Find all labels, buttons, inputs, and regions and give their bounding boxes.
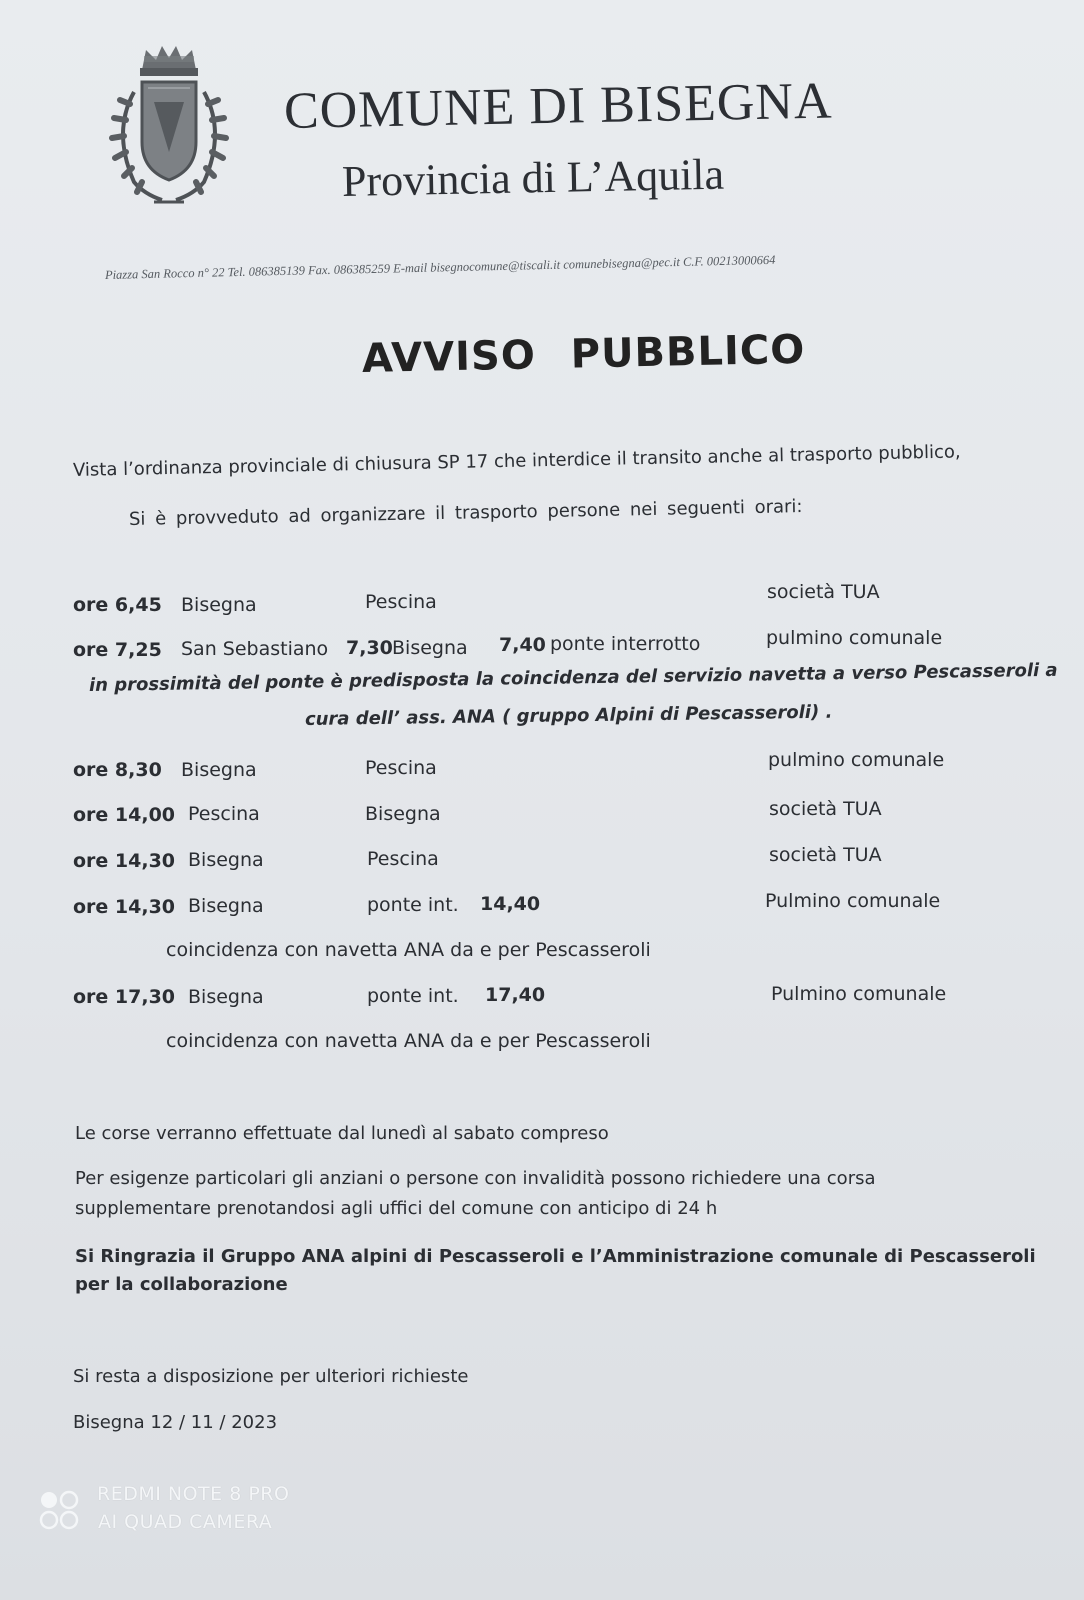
special-needs-note-2: supplementare prenotandosi agli uffici del comune con anticipo di 24 h bbox=[75, 1198, 718, 1219]
arrival-time: 7,40 bbox=[499, 634, 546, 656]
departure-time: ore 14,30 bbox=[73, 850, 176, 872]
watermark-device: REDMI NOTE 8 PRO bbox=[97, 1483, 290, 1505]
contact-address: Piazza San Rocco n° 22 Tel. 086385139 Fax. 086385259 E-mail bisegnocomune@tiscali.it comunebisegna@pec.it C.F. 00213000664 bbox=[104, 252, 776, 282]
origin: Pescina bbox=[188, 803, 260, 825]
departure-time: ore 14,00 bbox=[73, 804, 176, 826]
availability-note: Si resta a disposizione per ulteriori richieste bbox=[73, 1366, 469, 1387]
shuttle-note-line-2: cura dell’ ass. ANA ( gruppo Alpini di Pescasseroli) . bbox=[304, 701, 833, 730]
municipal-crest-icon bbox=[104, 42, 234, 212]
destination: ponte int. bbox=[367, 985, 459, 1007]
thanks-note-2: per la collaborazione bbox=[75, 1274, 288, 1295]
operator: pulmino comunale bbox=[768, 749, 945, 771]
origin: San Sebastiano bbox=[181, 638, 329, 660]
operator: Pulmino comunale bbox=[771, 983, 947, 1005]
departure-time: ore 7,25 bbox=[73, 639, 162, 661]
watermark-camera: AI QUAD CAMERA bbox=[98, 1511, 273, 1533]
destination: Pescina bbox=[365, 591, 437, 613]
operator: società TUA bbox=[767, 581, 880, 603]
special-needs-note: Per esigenze particolari gli anziani o persone con invalidità possono richiedere una corsa bbox=[75, 1168, 876, 1189]
origin: Bisegna bbox=[181, 759, 257, 781]
origin: Bisegna bbox=[181, 594, 257, 616]
intermediate-stop: Bisegna bbox=[392, 637, 468, 659]
origin: Bisegna bbox=[188, 849, 264, 871]
thanks-note: Si Ringrazia il Gruppo ANA alpini di Pescasseroli e l’Amministrazione comunale di Pescasseroli bbox=[75, 1246, 1036, 1267]
arrival-time: 17,40 bbox=[485, 984, 546, 1006]
departure-time: ore 17,30 bbox=[73, 986, 176, 1008]
arrival-time: 14,40 bbox=[480, 893, 541, 915]
operator: pulmino comunale bbox=[766, 627, 943, 649]
destination: Pescina bbox=[367, 848, 439, 870]
operator: Pulmino comunale bbox=[765, 890, 941, 912]
destination: Pescina bbox=[365, 757, 437, 779]
departure-time: ore 8,30 bbox=[73, 759, 162, 781]
shuttle-note-line-1: in prossimità del ponte è predisposta la coincidenza del servizio navetta a verso Pescasseroli a bbox=[88, 659, 1058, 696]
origin: Bisegna bbox=[188, 986, 264, 1008]
intro-paragraph-2: Si è provveduto ad organizzare il trasporto persone nei seguenti orari: bbox=[128, 496, 803, 530]
intermediate-time: 7,30 bbox=[346, 637, 393, 659]
departure-time: ore 6,45 bbox=[73, 594, 162, 616]
shuttle-connection-note: coincidenza con navetta ANA da e per Pescasseroli bbox=[166, 1030, 651, 1052]
origin: Bisegna bbox=[188, 895, 264, 917]
intro-paragraph: Vista l’ordinanza provinciale di chiusura SP 17 che interdice il transito anche al trasporto pubblico, bbox=[72, 441, 961, 481]
operator: società TUA bbox=[769, 844, 882, 866]
municipality-title: COMUNE DI BISEGNA bbox=[283, 72, 834, 140]
province-subtitle: Provincia di L’Aquila bbox=[341, 149, 725, 206]
operator: società TUA bbox=[769, 798, 882, 820]
destination: Bisegna bbox=[365, 803, 441, 825]
notice-heading: AVVISO PUBBLICO bbox=[361, 326, 806, 382]
camera-lens-icon bbox=[38, 1488, 84, 1534]
destination: ponte interrotto bbox=[550, 633, 701, 655]
departure-time: ore 14,30 bbox=[73, 896, 176, 918]
service-days-note: Le corse verranno effettuate dal lunedì al sabato compreso bbox=[75, 1123, 609, 1144]
shuttle-connection-note: coincidenza con navetta ANA da e per Pescasseroli bbox=[166, 939, 651, 961]
place-and-date: Bisegna 12 / 11 / 2023 bbox=[73, 1412, 278, 1433]
destination: ponte int. bbox=[367, 894, 459, 916]
